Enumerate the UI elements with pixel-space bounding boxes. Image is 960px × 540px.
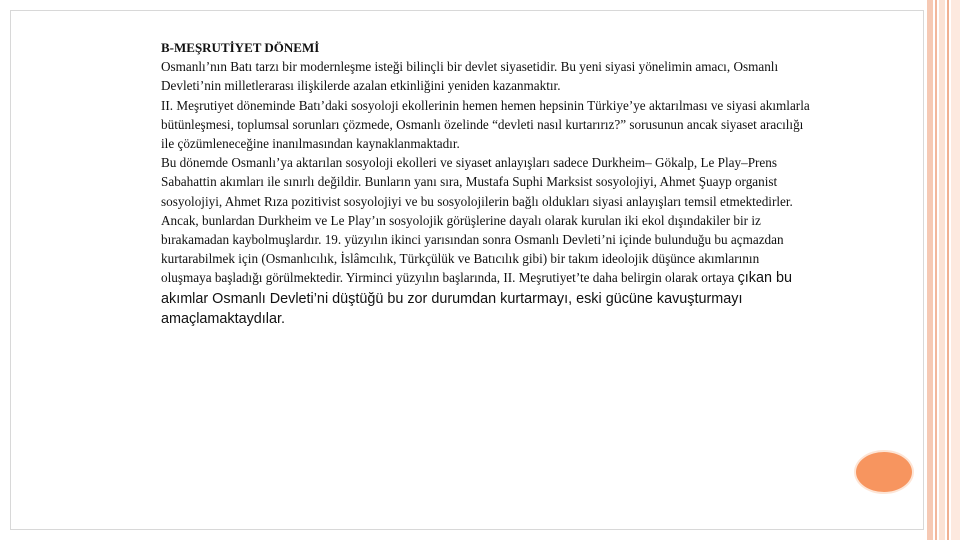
decorative-stripe (947, 0, 949, 540)
decorative-stripe (927, 0, 933, 540)
paragraph: Osmanlı’nın Batı tarzı bir modernleşme isteği bilinçli bir devlet siyasetidir. Bu yeni siyasi yönelimin amacı, Osmanlı Devleti’nin milletlerarası ilişkilerde azalan etkinliğini yeniden kazanmaktır. (161, 59, 779, 94)
decorative-stripe (951, 0, 960, 540)
accent-circle (854, 450, 914, 494)
decorative-stripe (939, 0, 945, 540)
paragraph-body: Bu dönemde Osmanlı’ya aktarılan sosyoloji ekolleri ve siyaset anlayışları sadece Durkheim– Gökalp, Le Play–Prens Sabahattin akımları ile sınırlı değildir. Bunların yanı sıra, Mustafa Suphi Marksist sosyolojiyi, Ahmet Şuayp organist sosyolojiyi, Ahmet Rıza pozitivist sosyolojiyi ve bu sosyolojilerin bağlı oldukları siyasi anlayışları temsil etmektedirler. Ancak, bunlardan Durkheim ve Le Play’ın sosyolojik görüşlerine dayalı olarak kurulan iki ekol dışındakiler bir iz bırakamadan kaybolmuşlardır. 19. yüzyılın ikinci yarısından sonra Osmanlı Devleti’ni içinde bulunduğu bu açmazdan kurtarabilmek için (Osmanlıcılık, İslâmcılık, Türkçülük ve Batıcılık gibi) bir takım ideolojik düşünce akımlarının oluşmaya başladığı görülmektedir. Yirminci yüzyılın başlarında, II. Meşrutiyet’te daha belirgin olarak ortaya (161, 155, 793, 286)
decorative-stripe (935, 0, 937, 540)
paragraph-tail: çıkan bu akımlar Osmanlı Devleti’ni düştüğü bu zor durumdan kurtarmayı, eski gücüne kavuşturmayı amaçlamaktaydılar. (161, 270, 792, 327)
text-body (161, 38, 811, 329)
section-heading: B-MEŞRUTİYET DÖNEMİ (161, 40, 320, 55)
paragraph: II. Meşrutiyet döneminde Batı’daki sosyoloji ekollerinin hemen hemen hepsinin Türkiye’ye aktarılması ve siyasi akımlarla bütünleşmesi, toplumsal sorunları çözmede, Osmanlı özelinde “devleti nasıl kurtarırız?” sorusunun ancak siyaset aracılığı ile çözümleneceğine inanılmasından kaynaklanmaktadır. (161, 97, 810, 152)
paragraph (161, 153, 811, 329)
